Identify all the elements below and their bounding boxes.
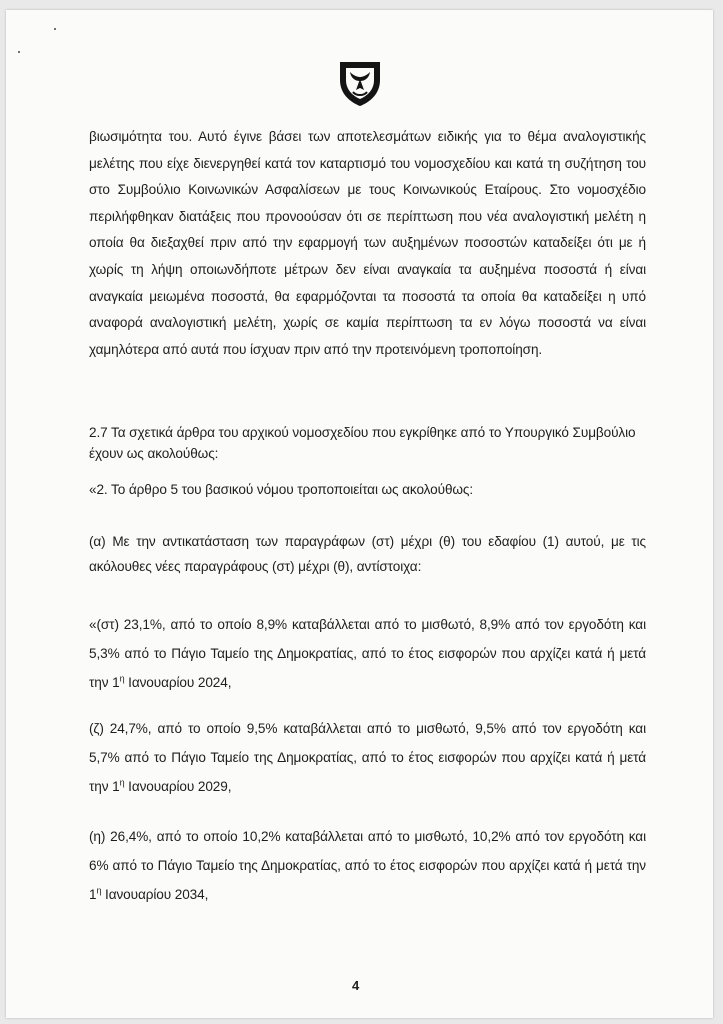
- point-st-main: «(στ) 23,1%, από το οποίο 8,9% καταβάλλεται από το μισθωτό, 8,9% από τον εργοδότη και 5,3% από το Πάγιο Ταμείο της Δημοκρατίας, από το έτος εισφορών που αρχίζει κατά ή μετά την 1: [89, 617, 646, 690]
- point-z-text: [89, 714, 646, 801]
- paragraph-viability: [89, 124, 646, 363]
- point-st-text: [89, 610, 646, 697]
- page-number: 4: [352, 978, 360, 993]
- article-2-intro: [89, 477, 646, 504]
- paragraph-text: βιωσιμότητα του. Αυτό έγινε βάσει των αποτελεσμάτων ειδικής για το θέμα αναλογιστικής μελέτης που είχε διενεργηθεί κατά τον καταρτισμό του νομοσχεδίου και κατά τη συζήτηση του στο Συμβούλιο Κοινωνικών Ασφαλίσεων με τους Κοινωνικούς Εταίρους. Στο νομοσχέδιο περιλήφθηκαν διατάξεις που προνοούσαν ότι σε περίπτωση που νέα αναλογιστική μελέτη η οποία θα διεξαχθεί πριν από την εφαρμογή των αυξημένων ποσοστών καταδείξει ότι με ή χωρίς τη λήψη οποιωνδήποτε μέτρων δεν είναι αναγκαία τα αυξημένα ποσοστά ή είναι αναγκαία μειωμένα ποσοστά, θα εφαρμόζονται τα ποσοστά τα οποία θα καταδείξει η υπό αναφορά αναλογιστική μελέτη, χωρίς σε καμία περίπτωση τα εν λόγω ποσοστά να είναι χαμηλότερα από αυτά που ίσχυαν πριν από την προτεινόμενη τροποποίηση.: [89, 129, 646, 357]
- point-st-date: Ιανουαρίου 2024,: [124, 675, 232, 690]
- coat-of-arms-icon: [336, 58, 384, 108]
- point-h-text: [89, 822, 646, 909]
- section-text: 2.7 Τα σχετικά άρθρα του αρχικού νομοσχεδίου που εγκρίθηκε από το Υπουργικό Συμβούλιο έχουν ως ακολούθως:: [89, 425, 636, 461]
- ordinal-superscript: η: [119, 777, 125, 788]
- article-intro-text: «2. Το άρθρο 5 του βασικού νόμου τροποποιείται ως ακολούθως:: [89, 482, 474, 497]
- point-z-main: (ζ) 24,7%, από το οποίο 9,5% καταβάλλεται από το μισθωτό, 9,5% από τον εργοδότη και 5,7% από το Πάγιο Ταμείο της Δημοκρατίας, από το έτος εισφορών που αρχίζει κατά ή μετά την 1: [89, 721, 646, 794]
- document-page: [6, 10, 713, 1018]
- point-a: [89, 529, 646, 579]
- point-st: [89, 610, 646, 697]
- scan-speck: [54, 28, 56, 30]
- ordinal-superscript: η: [96, 885, 102, 896]
- point-h-date: Ιανουαρίου 2034,: [101, 887, 209, 902]
- point-z-date: Ιανουαρίου 2029,: [124, 779, 232, 794]
- scan-speck: [18, 51, 20, 53]
- ordinal-superscript: η: [119, 673, 125, 684]
- section-2-7: [89, 422, 646, 464]
- point-z: [89, 714, 646, 801]
- point-h: [89, 822, 646, 909]
- point-h-main: (η) 26,4%, από το οποίο 10,2% καταβάλλεται από το μισθωτό, 10,2% από τον εργοδότη και 6% από το Πάγιο Ταμείο της Δημοκρατίας, από το έτος εισφορών που αρχίζει κατά ή μετά την 1: [89, 829, 646, 902]
- point-a-text: (α) Με την αντικατάσταση των παραγράφων (στ) μέχρι (θ) του εδαφίου (1) αυτού, με τις ακόλουθες νέες παραγράφους (στ) μέχρι (θ), αντίστοιχα:: [89, 534, 646, 574]
